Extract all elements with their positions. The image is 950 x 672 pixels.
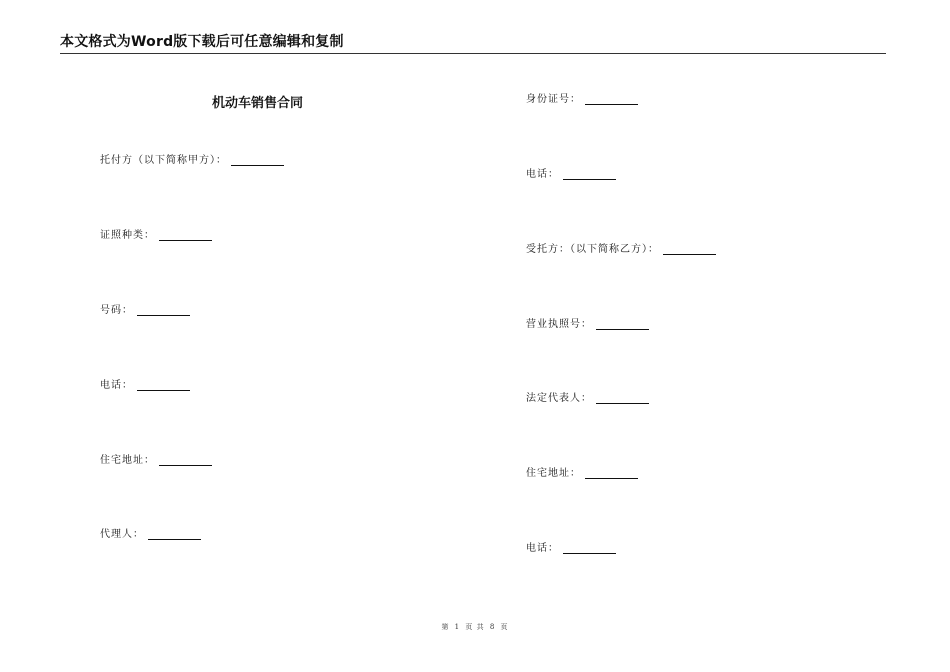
- fill-blank: [231, 155, 284, 166]
- field-phone-b: [526, 168, 616, 182]
- field-address-b: [526, 467, 638, 481]
- field-label: 代理人：: [100, 529, 144, 540]
- field-entrusting-party: [100, 154, 284, 168]
- field-label: 法定代表人：: [526, 393, 592, 404]
- field-label: 住宅地址：: [100, 455, 155, 466]
- fill-blank: [159, 230, 212, 241]
- field-business-license: [526, 318, 649, 332]
- fill-blank: [137, 305, 190, 316]
- footer-total-pages: 8: [489, 623, 496, 631]
- field-label: 身份证号：: [526, 94, 581, 105]
- field-number: [100, 304, 190, 318]
- field-label: 住宅地址：: [526, 468, 581, 479]
- fill-blank: [585, 468, 638, 479]
- fill-blank: [596, 319, 649, 330]
- field-phone-c: [526, 542, 616, 556]
- footer-prefix: 第: [441, 623, 450, 631]
- footer-suffix: 页: [500, 623, 509, 631]
- field-label: 电话：: [526, 169, 559, 180]
- field-legal-rep: [526, 392, 649, 406]
- field-address-a: [100, 454, 212, 468]
- field-label: 受托方：（以下简称乙方）：: [526, 244, 659, 255]
- field-id-type: [100, 229, 212, 243]
- field-label: 电话：: [526, 543, 559, 554]
- document-title: 机动车销售合同: [212, 96, 304, 111]
- field-label: 证照种类：: [100, 230, 155, 241]
- fill-blank: [663, 244, 716, 255]
- fill-blank: [563, 543, 616, 554]
- fill-blank: [148, 529, 201, 540]
- header-text: 本文格式为Word版下载后可任意编辑和复制: [60, 34, 344, 50]
- footer-page-number: 1: [454, 623, 461, 631]
- fill-blank: [159, 455, 212, 466]
- field-phone-a: [100, 379, 190, 393]
- field-id-number: [526, 93, 638, 107]
- fill-blank: [596, 393, 649, 404]
- fill-blank: [137, 380, 190, 391]
- field-label: 营业执照号：: [526, 319, 592, 330]
- field-entrusted-party: [526, 243, 716, 257]
- field-label: 电话：: [100, 380, 133, 391]
- field-label: 托付方（以下简称甲方）：: [100, 155, 227, 166]
- page-header: [60, 34, 886, 54]
- fill-blank: [563, 169, 616, 180]
- footer-middle: 页 共: [465, 623, 485, 631]
- field-label: 号码：: [100, 305, 133, 316]
- field-agent: [100, 528, 201, 542]
- page-footer: [0, 622, 950, 632]
- fill-blank: [585, 94, 638, 105]
